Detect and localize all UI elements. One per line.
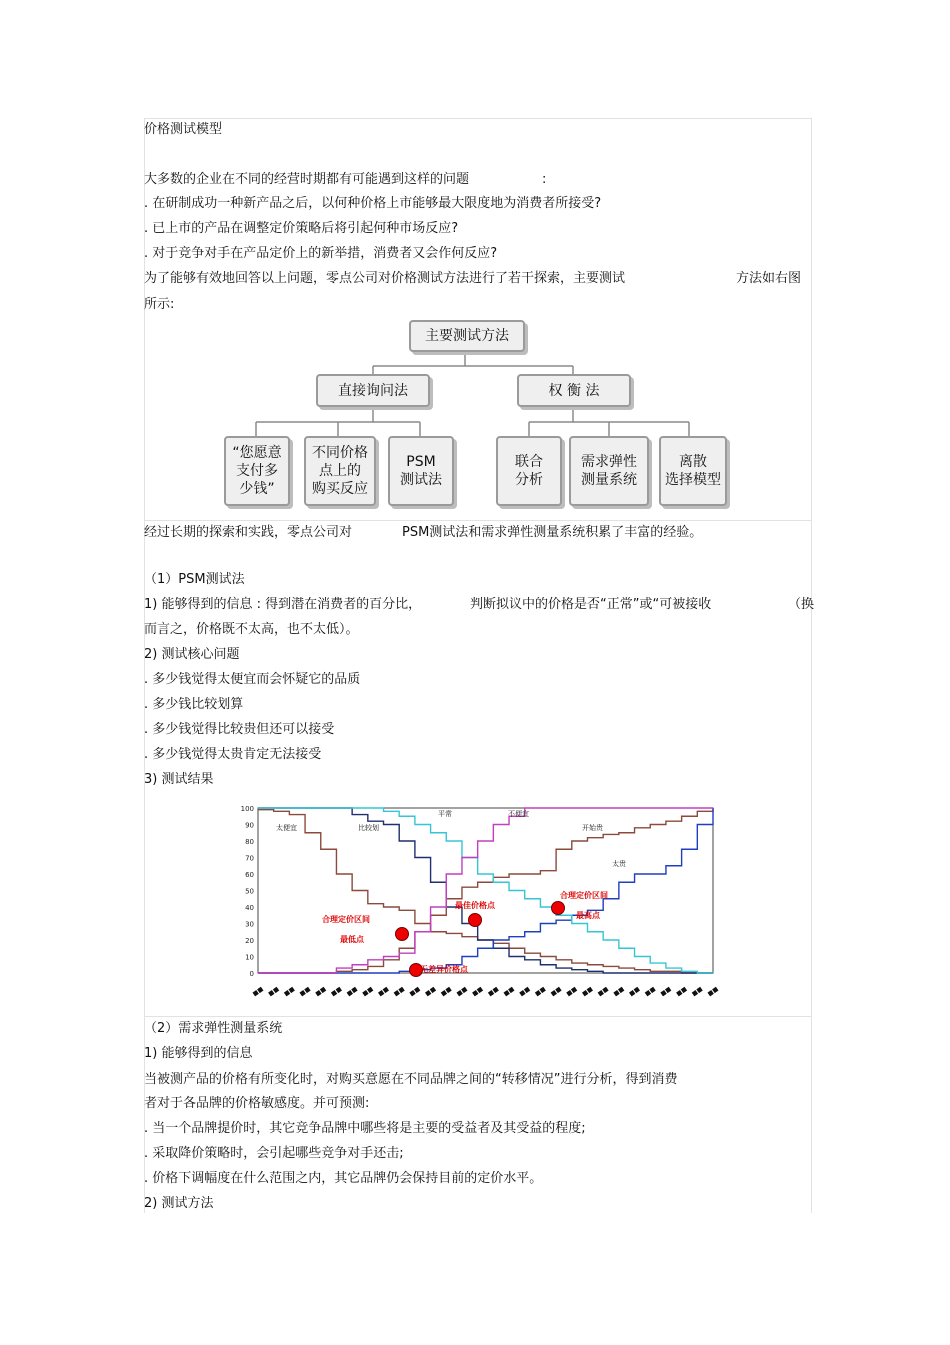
x-tick-label: ■■	[565, 985, 579, 998]
psm-info-cont: 而言之，价格既不太高，也不太低）。	[144, 622, 359, 637]
elastic-info-heading: 1) 能够得到的信息	[144, 1046, 253, 1061]
x-tick-label: ■■	[408, 985, 422, 998]
org-root: 主要测试方法	[409, 320, 525, 352]
org-branch-direct: 直接询问法	[316, 374, 430, 407]
y-tick-label: 70	[245, 854, 254, 863]
intersection-point	[552, 902, 565, 915]
psm-info-mid: 判断拟议中的价格是否“正常”或“可被接收	[470, 597, 712, 612]
psm-heading: （1）PSM测试法	[144, 572, 245, 587]
psm-result-heading: 3) 测试结果	[144, 772, 214, 787]
intersection-point	[396, 928, 409, 941]
experience-text-tail: PSM测试法和需求弹性测量系统积累了丰富的经验。	[402, 525, 703, 540]
page-title: 价格测试模型	[144, 122, 223, 137]
elastic-desc-cont: 者对于各品牌的价格敏感度。并可预测:	[144, 1096, 370, 1111]
method-intro-end: 所示:	[144, 297, 175, 312]
question-lead: 大多数的企业在不同的经营时期都有可能遇到这样的问题	[144, 172, 470, 187]
psm-result-chart	[230, 800, 730, 1000]
x-tick-label: ■■	[518, 985, 532, 998]
y-tick-label: 100	[240, 805, 254, 813]
annotation-label: 最低点	[340, 935, 364, 944]
annotation-label: 最高点	[576, 911, 600, 920]
x-tick-label: ■■	[690, 985, 704, 998]
x-tick-label: ■■	[314, 985, 328, 998]
org-leaf-psm: PSM 测试法	[388, 436, 454, 506]
psm-info-tail: （换	[788, 597, 815, 612]
method-intro-tail: 方法如右图	[736, 271, 802, 286]
psm-core-item: . 多少钱觉得比较贵但还可以接受	[144, 722, 335, 737]
method-intro: 为了能够有效地回答以上问题，零点公司对价格测试方法进行了若干探索，主要测试	[144, 271, 626, 286]
y-tick-label: 40	[245, 904, 254, 912]
y-tick-label: 60	[245, 871, 254, 879]
x-tick-label: ■■	[580, 985, 595, 998]
psm-core-item: . 多少钱比较划算	[144, 697, 244, 712]
series-label: 平常	[438, 810, 452, 818]
y-tick-label: 80	[245, 838, 254, 846]
x-tick-label: ■■	[282, 985, 297, 998]
y-tick-label: 10	[245, 953, 254, 962]
psm-core-item: . 多少钱觉得太贵肯定无法接受	[144, 747, 322, 762]
x-tick-label: ■■	[376, 985, 391, 998]
y-tick-label: 50	[245, 887, 254, 896]
x-tick-label: ■■	[298, 985, 312, 998]
org-leaf-price-points: 不同价格 点上的 购买反应	[304, 436, 376, 506]
intersection-point	[469, 914, 482, 927]
x-tick-label: ■■	[596, 985, 610, 998]
series-label: 太贵	[612, 860, 626, 868]
org-leaf-elasticity: 需求弹性 测量系统	[569, 436, 649, 506]
x-tick-label: ■■	[423, 985, 438, 998]
question-item: . 在研制成功一种新产品之后，以何种价格上市能够最大限度地为消费者所接受?	[144, 196, 602, 211]
org-branch-tradeoff: 权 衡 法	[517, 374, 631, 407]
series-label: 比较划	[358, 824, 379, 832]
psm-chart-svg	[230, 800, 730, 1000]
x-tick-label: ■■	[549, 985, 563, 998]
right-border	[811, 118, 812, 1213]
method-org-chart	[144, 316, 812, 516]
y-tick-label: 20	[245, 937, 254, 945]
elastic-method-heading: 2) 测试方法	[144, 1196, 214, 1211]
org-leaf-willingness: “您愿意 支付多 少钱”	[224, 436, 290, 506]
question-item: . 对于竞争对手在产品定价上的新举措，消费者又会作何反应?	[144, 246, 498, 261]
x-tick-label: ■■	[502, 985, 516, 998]
question-colon: :	[542, 172, 547, 187]
x-tick-label: ■■	[345, 985, 359, 998]
series-label: 太便宜	[276, 824, 297, 832]
experience-text: 经过长期的探索和实践，零点公司对	[144, 525, 353, 540]
elastic-item: . 采取降价策略时，会引起哪些竞争对手还击;	[144, 1146, 404, 1161]
y-tick-label: 30	[245, 920, 254, 929]
psm-core-item: . 多少钱觉得太便宜而会怀疑它的品质	[144, 672, 361, 687]
x-tick-label: ■■	[329, 985, 344, 998]
annotation-label: 无差异价格点	[420, 965, 468, 974]
org-leaf-conjoint: 联合 分析	[496, 436, 562, 506]
x-tick-label: ■■	[612, 985, 626, 998]
annotation-label: 最佳价格点	[455, 901, 495, 910]
x-tick-label: ■■	[627, 985, 642, 998]
top-rule	[144, 118, 812, 119]
elastic-item: . 当一个品牌提价时，其它竞争品牌中哪些将是主要的受益者及其受益的程度;	[144, 1121, 586, 1136]
y-tick-label: 0	[249, 970, 254, 978]
x-tick-label: ■■	[392, 985, 406, 998]
question-item: . 已上市的产品在调整定价策略后将引起何种市场反应?	[144, 221, 459, 236]
psm-core-heading: 2) 测试核心问题	[144, 647, 240, 662]
rule-after-org	[144, 520, 812, 521]
elastic-desc: 当被测产品的价格有所变化时，对购买意愿在不同品牌之间的“转移情况”进行分析，得到消费	[144, 1072, 678, 1087]
x-tick-label: ■■	[706, 985, 720, 998]
annotation-label: 合理定价区间	[560, 891, 608, 900]
org-leaf-discrete-choice: 离散 选择模型	[659, 436, 727, 506]
x-tick-label: ■■	[533, 985, 548, 998]
x-tick-label: ■■	[267, 985, 281, 998]
x-tick-label: ■■	[643, 985, 657, 998]
series-label: 开始贵	[582, 824, 603, 832]
y-tick-label: 90	[245, 821, 254, 830]
series-label: 不便宜	[508, 810, 529, 818]
x-tick-label: ■■	[251, 985, 265, 998]
x-tick-label: ■■	[361, 985, 375, 998]
elastic-item: . 价格下调幅度在什么范围之内，其它品牌仍会保持目前的定价水平。	[144, 1171, 543, 1186]
x-tick-label: ■■	[471, 985, 485, 998]
psm-info: 1) 能够得到的信息 : 得到潜在消费者的百分比，	[144, 597, 422, 612]
x-tick-label: ■■	[674, 985, 689, 998]
x-tick-label: ■■	[486, 985, 501, 998]
x-tick-label: ■■	[455, 985, 469, 998]
x-tick-label: ■■	[439, 985, 453, 998]
x-tick-label: ■■	[659, 985, 673, 998]
rule-after-chart	[144, 1016, 812, 1017]
annotation-label: 合理定价区间	[322, 915, 370, 924]
elastic-heading: （2）需求弹性测量系统	[144, 1021, 283, 1036]
